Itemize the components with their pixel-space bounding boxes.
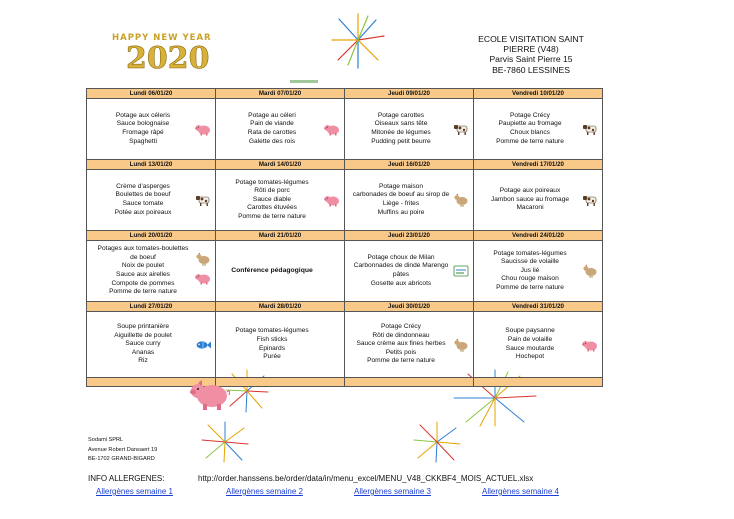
menu-item: Pain de volaille	[507, 335, 553, 343]
logo-line1: HAPPY NEW YEAR	[112, 33, 212, 43]
school-name-line1: ECOLE VISITATION SAINT	[478, 34, 584, 44]
menu-item: Rôti de dindonneau	[372, 331, 430, 339]
day-menu-cell	[345, 312, 474, 378]
menu-item: Conférence pédagogique	[231, 266, 313, 274]
day-header: Mardi 07/01/20	[216, 89, 345, 99]
menu-item: Compote de pommes	[111, 279, 175, 287]
menu-item: Pomme de terre nature	[238, 212, 306, 220]
day-header: Jeudi 30/01/20	[345, 302, 474, 312]
pig-icon	[195, 122, 211, 136]
day-header: Lundi 20/01/20	[87, 231, 216, 241]
company-street: Avenue Robert Dansaert 19	[88, 446, 158, 453]
menu-item: Jambon sauce au fromage	[490, 195, 570, 203]
day-header: Mardi 14/01/20	[216, 160, 345, 170]
day-menu-cell	[474, 170, 603, 231]
week-menu-row	[87, 99, 603, 160]
menu-item: Ananas	[131, 348, 155, 356]
week-header-row	[87, 231, 603, 241]
chicken-icon	[582, 264, 598, 278]
menu-item: Petits pois	[385, 348, 417, 356]
pig-icon	[324, 193, 340, 207]
pig-icon	[195, 271, 211, 285]
menu-item: Sauce curry	[125, 340, 161, 348]
allergen-link-week-1[interactable]: Allergènes semaine 1	[96, 487, 173, 496]
week-header-row	[87, 160, 603, 170]
menu-item: Sauce crème aux fines herbes	[356, 340, 446, 348]
menu-item: Sauce bolognaise	[116, 120, 170, 128]
menu-item: Noix de poulet	[121, 262, 165, 270]
allergen-info-url[interactable]: http://order.hanssens.be/order/data/in/menu_excel/MENU_V48_CKKBF4_MOIS_ACTUEL.xlsx	[198, 474, 534, 483]
decorative-strip	[290, 80, 318, 83]
cow-icon	[582, 122, 598, 136]
allergen-link-week-4[interactable]: Allergènes semaine 4	[482, 487, 559, 496]
menu-item: Potée aux poireaux	[114, 208, 172, 216]
day-header: Vendredi 10/01/20	[474, 89, 603, 99]
menu-item: Spaghetti	[129, 137, 157, 145]
school-address	[456, 34, 606, 75]
menu-item: Potage choux de Milan	[367, 253, 435, 261]
menu-item: Pomme de terre nature	[109, 288, 177, 296]
menu-item: Jus lié	[520, 266, 540, 274]
menu-item: Potages aux tomates-boulettes	[97, 245, 189, 253]
day-menu-cell	[87, 312, 216, 378]
school-city: BE-7860 LESSINES	[492, 64, 570, 75]
company-address	[88, 436, 157, 465]
company-city: BE-1702 GRAND-BIGARD	[88, 456, 155, 463]
menu-item: Sauce tomate	[122, 200, 164, 207]
menu-item: Choux blancs	[510, 129, 550, 136]
day-header: Vendredi 17/01/20	[474, 160, 603, 170]
week-header-row	[87, 302, 603, 312]
day-menu-cell	[216, 170, 345, 231]
menu-item: Soupe paysanne	[505, 327, 555, 335]
cow-icon	[582, 193, 598, 207]
menu-item: Pain de viande	[250, 120, 294, 128]
cow-icon	[195, 193, 211, 207]
day-header: Lundi 06/01/20	[87, 89, 216, 99]
menu-item: de boeuf	[130, 253, 156, 261]
day-menu-cell	[216, 312, 345, 378]
menu-item: Potage Crécy	[510, 111, 550, 119]
menu-item: Rôti de porc	[254, 187, 290, 195]
menu-item: Epinards	[258, 344, 286, 352]
menu-item: Chou rouge maison	[501, 275, 559, 283]
menu-item: Aiguillette de poulet	[114, 331, 172, 339]
menu-item: Sauce diable	[252, 195, 292, 203]
menu-item: Purée	[263, 353, 281, 361]
day-header: Lundi 13/01/20	[87, 160, 216, 170]
fish-icon	[195, 338, 211, 352]
menu-items	[216, 267, 344, 276]
menu-item: Potage tomates-légumes	[235, 327, 309, 335]
pig-icon	[582, 338, 598, 352]
menu-item: Muffins au poire	[377, 208, 425, 216]
menu-item: Potage maison	[379, 182, 423, 190]
school-name-line2: PIERRE (V48)	[503, 44, 559, 55]
menu-item: Hochepot	[515, 353, 545, 361]
day-menu-cell	[345, 99, 474, 160]
table-footer-row	[87, 378, 603, 387]
footer-cell	[216, 378, 345, 387]
menu-item: Oiseaux sans tête	[374, 120, 428, 128]
day-header: Jeudi 23/01/20	[345, 231, 474, 241]
cow-icon	[453, 122, 469, 136]
menu-item: Macaroni	[516, 204, 544, 212]
menu-items	[216, 327, 344, 361]
menu-table	[86, 88, 603, 387]
menu-item: Boulettes de boeuf	[115, 191, 171, 199]
menu-item: Liège - frites	[382, 200, 420, 207]
menu-item: Riz	[138, 357, 148, 365]
menu-item: Fish sticks	[256, 335, 288, 343]
day-menu-cell	[345, 170, 474, 231]
day-menu-cell	[87, 99, 216, 160]
menu-item: Potage aux poireaux	[499, 187, 561, 195]
allergen-link-week-3[interactable]: Allergènes semaine 3	[354, 487, 431, 496]
logo-line2: 2020	[126, 41, 210, 72]
day-header: Vendredi 24/01/20	[474, 231, 603, 241]
menu-item: Sauce aux airelles	[116, 271, 170, 278]
school-street: Parvis Saint Pierre 15	[489, 54, 573, 65]
chicken-icon	[453, 338, 469, 352]
menu-item: Pomme de terre nature	[496, 283, 564, 291]
menu-item: Sauce moutarde	[505, 344, 555, 352]
menu-item: Potage carottes	[377, 111, 425, 119]
company-name: Sodami SPRL	[88, 437, 124, 443]
day-menu-cell	[474, 312, 603, 378]
menu-item: Potage tomates-légumes	[493, 249, 567, 257]
footer-cell	[345, 378, 474, 387]
menu-item: pâtes	[392, 271, 410, 278]
chicken-icon	[195, 252, 211, 266]
menu-item: Mitonée de légumes	[371, 129, 431, 136]
day-menu-cell	[345, 241, 474, 302]
day-header: Lundi 27/01/20	[87, 302, 216, 312]
day-menu-cell	[474, 99, 603, 160]
day-header: Jeudi 16/01/20	[345, 160, 474, 170]
label-icon	[453, 264, 469, 278]
pig-icon	[324, 122, 340, 136]
day-header: Jeudi 09/01/20	[345, 89, 474, 99]
menu-item: Potage Crécy	[381, 323, 421, 331]
footer-cell	[474, 378, 603, 387]
week-menu-row	[87, 241, 603, 302]
menu-item: Rata de carottes	[247, 129, 297, 136]
day-menu-cell	[87, 241, 216, 302]
week-menu-row	[87, 312, 603, 378]
firework-icon	[330, 10, 386, 70]
menu-item: Carbonnades de dinde Marengo	[353, 262, 449, 270]
menu-item: Carottes étuvées	[247, 204, 297, 212]
menu-item: Saucisse de volaille	[501, 258, 559, 266]
day-header: Vendredi 31/01/20	[474, 302, 603, 312]
menu-item: Pomme de terre nature	[367, 357, 435, 365]
chicken-icon	[453, 193, 469, 207]
pig-icon	[190, 378, 230, 412]
menu-item: Fromage râpé	[122, 129, 164, 136]
day-menu-cell	[216, 99, 345, 160]
menu-item: Paupiette au fromage	[498, 120, 562, 128]
menu-item: Potage tomates-légumes	[235, 178, 309, 186]
menu-item: Crème d'asperges	[116, 182, 170, 190]
menu-item: Pomme de terre nature	[496, 137, 564, 145]
day-menu-cell	[87, 170, 216, 231]
happy-new-year-logo	[104, 24, 264, 72]
menu-item: Galette des rois	[248, 137, 296, 145]
menu-item: Soupe printanière	[116, 323, 170, 331]
week-menu-row	[87, 170, 603, 231]
week-header-row	[87, 89, 603, 99]
day-menu-cell	[216, 241, 345, 302]
day-menu-cell	[474, 241, 603, 302]
menu-item: Potage aux céleris	[115, 111, 171, 119]
firework-icon	[200, 420, 250, 464]
menu-item: carbonades de boeuf au sirop de	[352, 191, 450, 199]
allergen-link-week-2[interactable]: Allergènes semaine 2	[226, 487, 303, 496]
day-header: Mardi 21/01/20	[216, 231, 345, 241]
day-header: Mardi 28/01/20	[216, 302, 345, 312]
menu-item: Gosette aux abricots	[370, 279, 432, 287]
menu-item: Pudding petit beurre	[371, 137, 431, 145]
allergen-info-label: INFO ALLERGENES:	[88, 474, 165, 483]
menu-item: Potage au céleri	[248, 111, 296, 119]
